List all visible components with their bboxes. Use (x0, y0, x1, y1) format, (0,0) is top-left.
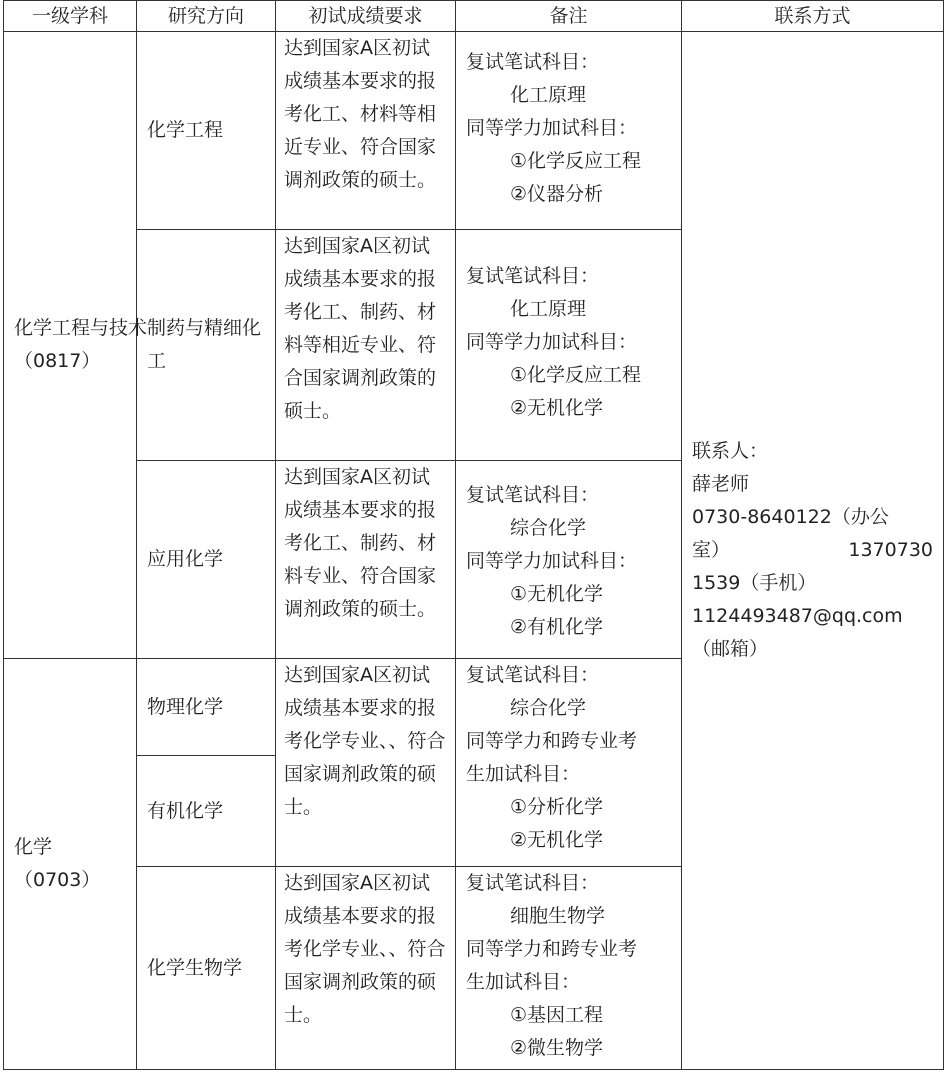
note-line: 复试笔试科目： (466, 664, 600, 686)
discipline-code: （0817） (14, 350, 101, 372)
admissions-table (3, 0, 944, 1070)
note-line: 同等学力加试科目： (466, 550, 638, 572)
contact-email-suffix: （邮箱） (692, 638, 769, 660)
discipline-name: 化学 (14, 836, 53, 858)
note-line: ①化学反应工程 (510, 150, 642, 172)
note-line: ①分析化学 (510, 796, 604, 818)
direction-name: 制药与精细化工 (147, 317, 262, 372)
note-line: ②无机化学 (510, 397, 604, 419)
header-contact: 联系方式 (682, 1, 944, 32)
note-line: ②无机化学 (510, 829, 604, 851)
note-line: ①无机化学 (510, 583, 604, 605)
header-notes: 备注 (456, 1, 682, 32)
requirement-cell: 达到国家A区初试成绩基本要求的报考化工、材料等相近专业、符合国家调剂政策的硕士。 (276, 32, 456, 230)
note-line: 同等学力和跨专业考 (466, 938, 638, 960)
note-line: 细胞生物学 (510, 905, 606, 927)
notes-cell (456, 230, 682, 461)
contact-block (692, 435, 933, 666)
note-line: ②仪器分析 (510, 183, 604, 205)
note-line: 同等学力和跨专业考 (466, 730, 638, 752)
note-line: ②微生物学 (510, 1037, 604, 1059)
note-line: 同等学力加试科目： (466, 331, 638, 353)
contact-phone-line (692, 534, 933, 567)
header-row (4, 1, 944, 32)
note-line: 复试笔试科目： (466, 51, 600, 73)
contact-mobile-part1: 1370730 (848, 539, 933, 561)
note-line: 复试笔试科目： (466, 484, 600, 506)
discipline-code: （0703） (14, 869, 101, 891)
contact-email: 1124493487@qq.com (692, 605, 903, 627)
notes-cell (456, 461, 682, 659)
requirement-cell: 达到国家A区初试成绩基本要求的报考化工、制药、材料等相近专业、符合国家调剂政策的硕士。 (276, 230, 456, 461)
note-line: ①基因工程 (510, 1004, 604, 1026)
direction-cell: 有机化学 (137, 756, 276, 867)
contact-name: 薛老师 (692, 473, 750, 495)
header-direction: 研究方向 (137, 1, 276, 32)
contact-cell (682, 32, 944, 1070)
header-discipline: 一级学科 (4, 1, 137, 32)
note-line: 同等学力加试科目： (466, 117, 638, 139)
contact-mobile-part2: 1539（手机） (692, 572, 817, 594)
note-line: 化工原理 (510, 84, 587, 106)
discipline-name: 化学工程与技术 (14, 317, 148, 339)
notes-cell (456, 32, 682, 230)
note-line: ②有机化学 (510, 616, 604, 638)
note-line: 生加试科目： (466, 763, 581, 785)
contact-office-suffix: 室） (692, 539, 731, 561)
direction-cell: 化学工程 (137, 32, 276, 230)
direction-cell: 化学生物学 (137, 867, 276, 1070)
direction-cell (137, 230, 276, 461)
direction-cell: 物理化学 (137, 659, 276, 756)
note-line: 综合化学 (510, 517, 587, 539)
note-line: 复试笔试科目： (466, 872, 600, 894)
discipline-cell (4, 659, 137, 1070)
discipline-cell (4, 32, 148, 659)
table-row (4, 32, 944, 230)
requirement-cell: 达到国家A区初试成绩基本要求的报考化工、制药、材料专业、符合国家调剂政策的硕士。 (276, 461, 456, 659)
contact-office-phone: 0730-8640122（办公 (692, 506, 889, 528)
note-line: 综合化学 (510, 697, 587, 719)
requirement-cell: 达到国家A区初试成绩基本要求的报考化学专业、、符合国家调剂政策的硕士。 (276, 659, 456, 867)
direction-cell: 应用化学 (137, 461, 276, 659)
notes-cell (456, 867, 682, 1070)
contact-label: 联系人： (692, 440, 769, 462)
note-line: 化工原理 (510, 298, 587, 320)
header-requirement: 初试成绩要求 (276, 1, 456, 32)
note-line: 复试笔试科目： (466, 265, 600, 287)
note-line: 生加试科目： (466, 971, 581, 993)
requirement-cell: 达到国家A区初试成绩基本要求的报考化学专业、、符合国家调剂政策的硕士。 (276, 867, 456, 1070)
note-line: ①化学反应工程 (510, 364, 642, 386)
notes-cell (456, 659, 682, 867)
